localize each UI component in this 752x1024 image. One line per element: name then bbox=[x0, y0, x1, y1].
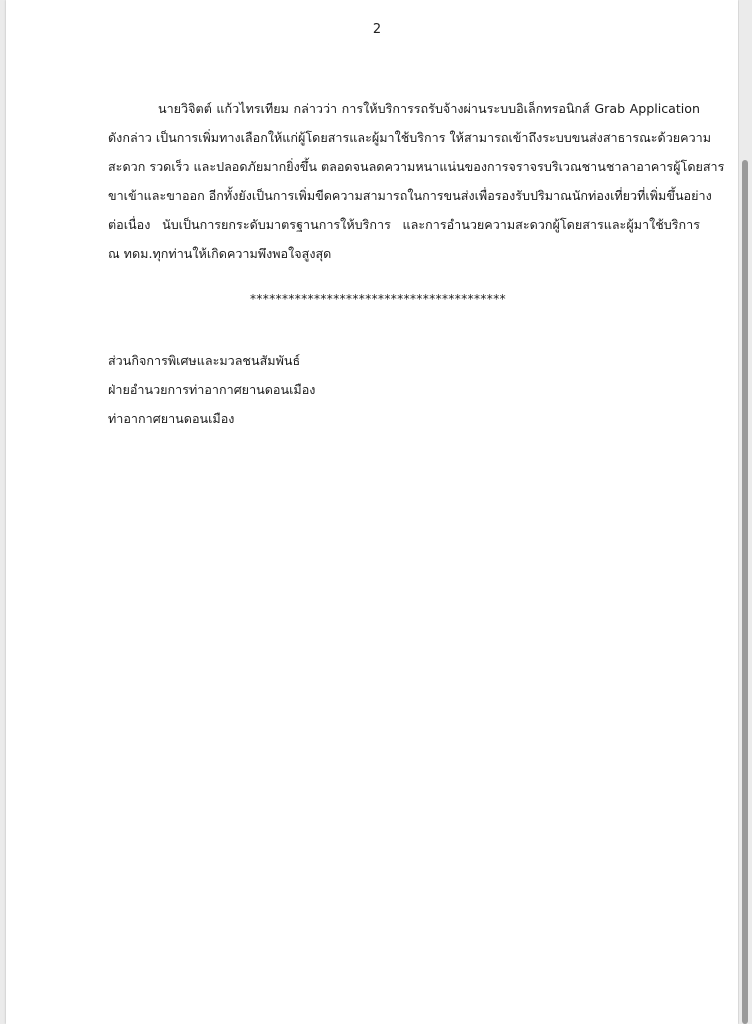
page-number: 2 bbox=[372, 22, 382, 37]
scrollbar-thumb[interactable] bbox=[742, 160, 748, 1024]
body-line: ดังกล่าว เป็นการเพิ่มทางเลือกให้แก่ผู้โดยสารและผู้มาใช้บริการ ให้สามารถเข้าถึงระบบขนส่งสาธารณะด้วยความ bbox=[108, 130, 712, 145]
body-line: ณ ทดม.ทุกท่านให้เกิดความพึงพอใจสูงสุด bbox=[108, 246, 332, 261]
body-line: ขาเข้าและขาออก อีกทั้งยังเป็นการเพิ่มขีดความสามารถในการขนส่งเพื่อรองรับปริมาณนักท่องเที่ยวที่เพิ่มขึ้นอย่าง bbox=[108, 188, 712, 203]
signature-organization: ท่าอากาศยานดอนเมือง bbox=[108, 411, 235, 426]
document-page bbox=[6, 0, 738, 1024]
body-line: ต่อเนื่อง นับเป็นการยกระดับมาตรฐานการให้บริการ และการอำนวยความสะดวกผู้โดยสารและผู้มาใช้บริการ bbox=[108, 217, 700, 232]
body-line: สะดวก รวดเร็ว และปลอดภัยมากยิ่งขึ้น ตลอดจนลดความหนาแน่นของการจราจรบริเวณชานชาลาอาคารผู้โดยสาร bbox=[108, 159, 725, 174]
signature-block bbox=[108, 346, 315, 433]
body-paragraph bbox=[108, 94, 725, 268]
body-line: นายวิจิตต์ แก้วไทรเทียม กล่าวว่า การให้บริการรถรับจ้างผ่านระบบอิเล็กทรอนิกส์ Grab Application bbox=[158, 101, 700, 116]
asterisk-separator: **************************************** bbox=[250, 292, 506, 306]
signature-department: ส่วนกิจการพิเศษและมวลชนสัมพันธ์ bbox=[108, 353, 301, 368]
signature-division: ฝ่ายอำนวยการท่าอากาศยานดอนเมือง bbox=[108, 382, 316, 397]
